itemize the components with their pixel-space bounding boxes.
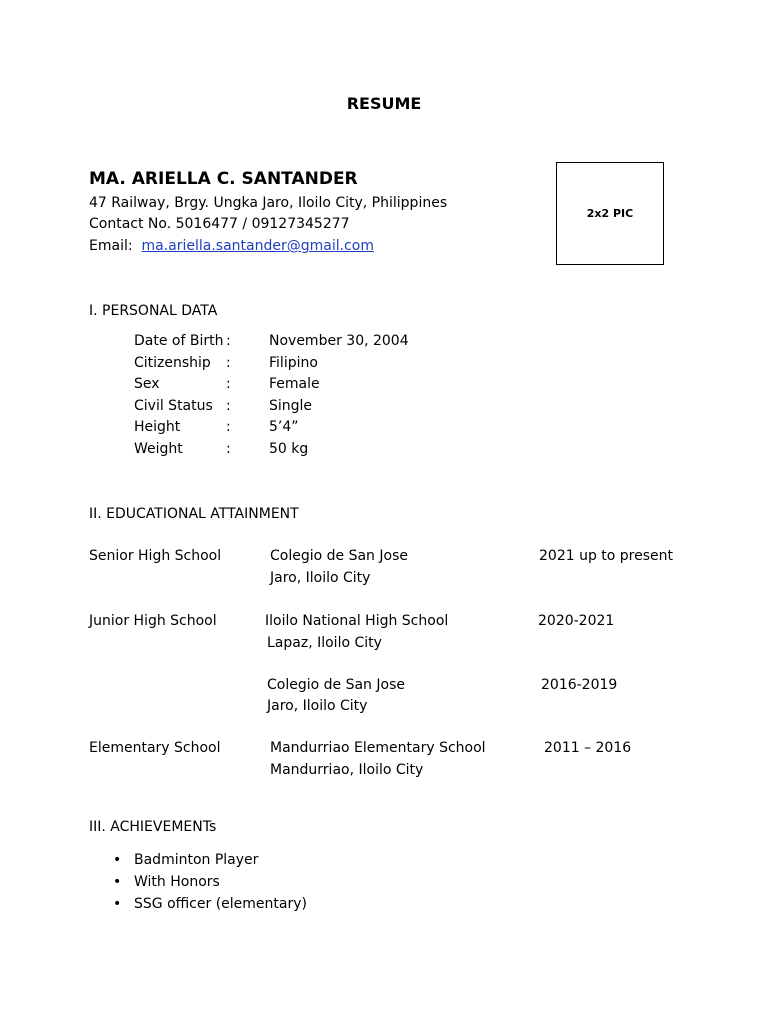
email-label: Email: <box>89 238 133 254</box>
edu-years-junior-high: 2020-2021 <box>538 613 615 629</box>
document-title: RESUME <box>346 94 422 113</box>
pd-colon-weight: : <box>226 441 231 457</box>
edu-level-senior-high: Senior High School <box>89 548 222 564</box>
pd-label-weight: Weight <box>134 441 183 457</box>
pd-value-dob: November 30, 2004 <box>269 333 409 349</box>
edu-location-junior-high: Lapaz, Iloilo City <box>267 635 382 651</box>
pd-value-weight: 50 kg <box>269 441 309 457</box>
edu-years-elementary: 2011 – 2016 <box>544 740 632 756</box>
pd-colon-sex: : <box>226 376 231 392</box>
pd-label-height: Height <box>134 419 181 435</box>
edu-school-elementary: Mandurriao Elementary School <box>270 740 486 756</box>
list-item: • SSG officer (elementary) <box>113 895 307 917</box>
pd-colon-citizenship: : <box>226 355 231 371</box>
pd-colon-civil-status: : <box>226 398 231 414</box>
edu-level-elementary: Elementary School <box>89 740 221 756</box>
list-item: • With Honors <box>113 873 307 895</box>
pd-value-sex: Female <box>269 376 320 392</box>
list-item: • Badminton Player <box>113 851 307 873</box>
education-heading: II. EDUCATIONAL ATTAINMENT <box>89 506 299 522</box>
address-line: 47 Railway, Brgy. Ungka Jaro, Iloilo City, Philippines <box>89 195 448 211</box>
pd-label-citizenship: Citizenship <box>134 355 211 371</box>
edu-school-junior-high-2: Colegio de San Jose <box>267 677 405 693</box>
edu-location-junior-high-2: Jaro, Iloilo City <box>267 698 368 714</box>
edu-years-senior-high: 2021 up to present <box>539 548 674 564</box>
pd-label-civil-status: Civil Status <box>134 398 213 414</box>
edu-years-junior-high-2: 2016-2019 <box>541 677 618 693</box>
pd-value-citizenship: Filipino <box>269 355 318 371</box>
pd-value-height: 5’4” <box>269 419 299 435</box>
pd-value-civil-status: Single <box>269 398 313 414</box>
applicant-name: MA. ARIELLA C. SANTANDER <box>89 169 358 189</box>
pd-colon-height: : <box>226 419 231 435</box>
edu-location-elementary: Mandurriao, Iloilo City <box>270 762 424 778</box>
edu-school-junior-high: Iloilo National High School <box>265 613 449 629</box>
edu-school-senior-high: Colegio de San Jose <box>270 548 408 564</box>
edu-level-junior-high: Junior High School <box>89 613 217 629</box>
personal-data-heading: I. PERSONAL DATA <box>89 303 218 319</box>
email-link[interactable]: ma.ariella.santander@gmail.com <box>141 238 374 254</box>
edu-location-senior-high: Jaro, Iloilo City <box>270 570 371 586</box>
contact-line: Contact No. 5016477 / 09127345277 <box>89 216 350 232</box>
achievements-list <box>113 851 307 917</box>
pd-label-sex: Sex <box>134 376 160 392</box>
achievements-heading: III. ACHIEVEMENTs <box>89 819 217 835</box>
photo-placeholder-label: 2x2 PIC <box>586 207 634 220</box>
pd-label-dob: Date of Birth <box>134 333 224 349</box>
pd-colon-dob: : <box>226 333 231 349</box>
photo-placeholder <box>556 162 664 265</box>
email-line <box>89 239 374 253</box>
